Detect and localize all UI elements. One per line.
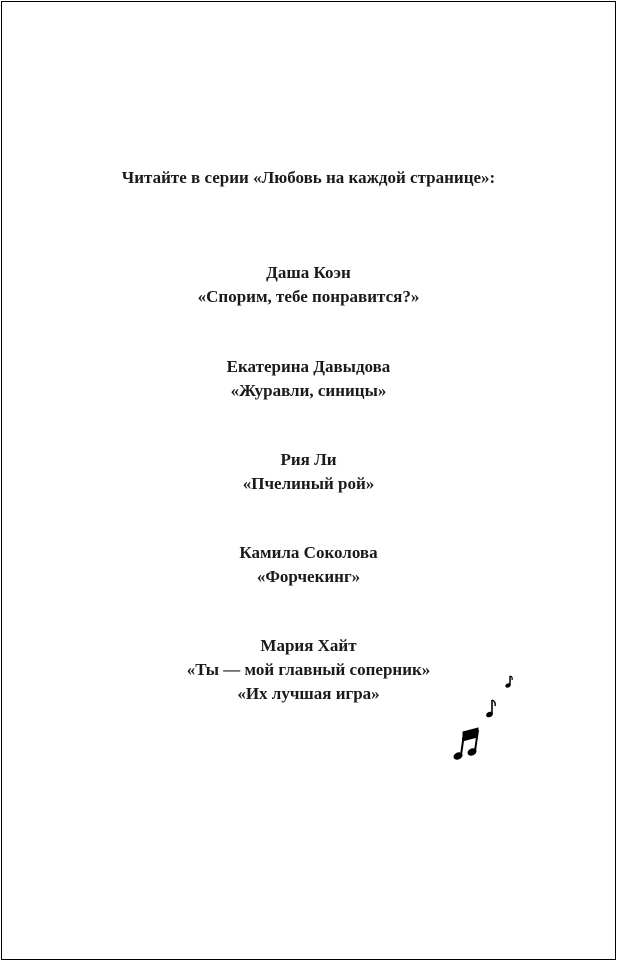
book-entry [0,541,617,589]
book-title: «Спорим, тебе понравится?» [197,287,420,306]
book-title: «Журавли, синицы» [230,381,387,400]
book-entry [0,261,617,309]
author-name: Мария Хайт [260,636,357,655]
book-entry [0,448,617,496]
book-title: «Форчекинг» [256,567,361,586]
book-entry [0,634,617,706]
eighth-note-medium-icon [486,700,495,718]
book-entry [0,355,617,403]
book-title: «Пчелиный рой» [242,474,375,493]
series-heading: Читайте в серии «Любовь на каждой странице»: [121,168,496,187]
author-name: Рия Ли [280,450,337,469]
author-name: Камила Соколова [239,543,378,562]
music-notes-icon [452,670,522,762]
eighth-note-small-icon [505,676,512,688]
book-title: «Ты — мой главный соперник» [186,660,431,679]
book-title: «Их лучшая игра» [237,684,380,703]
author-name: Екатерина Давыдова [226,357,391,376]
author-name: Даша Коэн [266,263,351,282]
beamed-notes-icon [453,728,478,760]
